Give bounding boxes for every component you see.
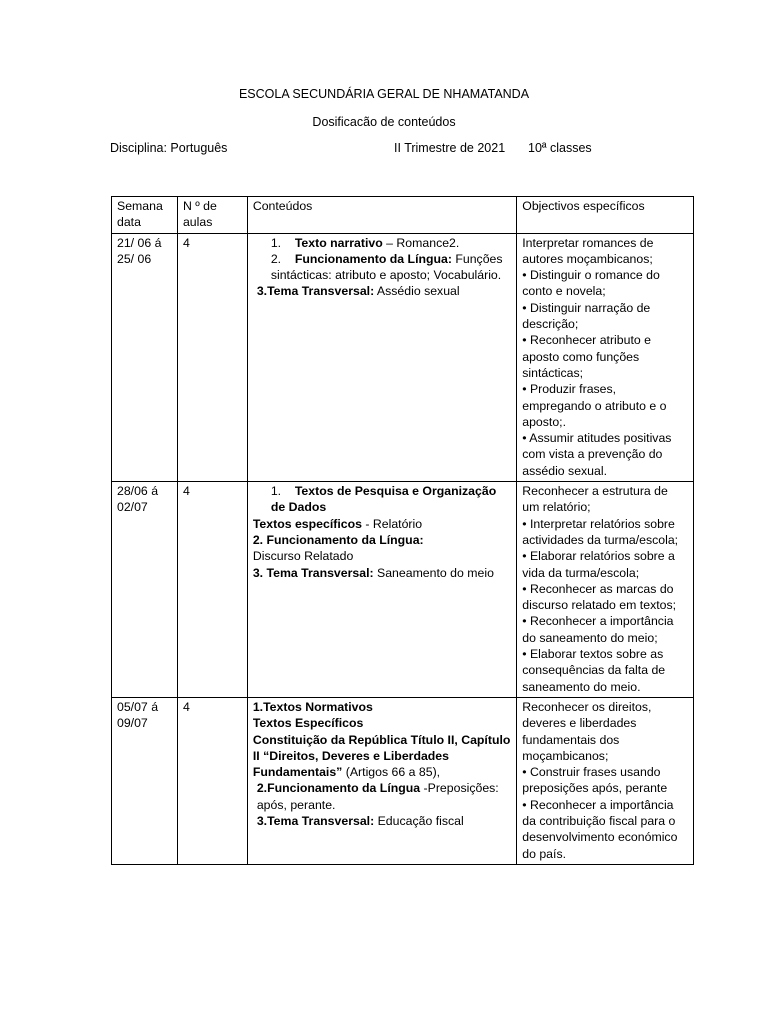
content-detail: Assédio sexual [374,284,460,299]
objectives-cell [517,233,694,481]
content-title: 1.Textos Normativos [252,699,373,714]
content-title: Funcionamento da Língua: [294,251,452,266]
objective-item: • Produzir frases, empregando o atributo e o aposto;. [522,382,667,429]
objective-item: • Reconhecer atributo e aposto como funções sintácticas; [522,333,651,380]
content-detail: -Preposições: após, perante. [256,781,499,812]
content-item [253,235,511,251]
week-cell: 05/07 á 09/07 [112,697,178,864]
trimester-label: II Trimestre de 2021 [394,141,506,155]
table-row [112,697,694,864]
contents-cell [247,233,516,481]
content-item [253,565,511,581]
content-detail: Funções sintácticas: atributo e aposto; Vocabulário. [270,251,503,283]
table-row [112,233,694,481]
objective-item: • Assumir atitudes positivas com vista a prevenção do assédio sexual. [522,431,672,478]
dosification-table [111,196,694,865]
content-title: Textos de Pesquisa e Organização de Dados [270,484,497,515]
objective-item: • Construir frases usando preposições após, perante [522,765,668,796]
item-number: 2. [270,251,282,266]
content-title: 3.Tema Transversal: [256,813,375,828]
lessons-cell: 4 [177,233,247,481]
content-item [253,780,511,813]
content-title: 2. Funcionamento da Língua: [252,532,424,547]
objective-intro: Interpretar romances de autores moçambicanos; [522,235,654,266]
header-contents: Conteúdos [247,197,516,234]
contents-cell [247,482,516,698]
week-cell: 21/ 06 á 25/ 06 [112,233,178,481]
content-title: Constituição da República Título II, Capítulo II “Direitos, Deveres e Liberdades Fundamentais” [252,732,511,780]
content-title: Texto narrativo [294,235,383,250]
week-cell: 28/06 á 02/07 [112,482,178,698]
contents-cell [247,697,516,864]
content-item [253,516,511,532]
content-item [253,251,511,284]
objective-item: • Distinguir o romance do conto e novela; [522,268,660,299]
content-title: Textos específicos [252,516,362,531]
objective-item: • Reconhecer a importância da contribuição fiscal para o desenvolvimento económico do país. [522,797,678,861]
content-item [253,283,511,299]
objectives-cell [517,697,694,864]
discipline-label: Disciplina: Português [110,141,228,155]
table-row [112,482,694,698]
document-subtitle: Dosificacão de conteúdos [312,115,456,129]
content-detail: (Artigos 66 a 85), [342,765,441,780]
class-label: 10ª classes [528,141,592,155]
lessons-cell: 4 [177,482,247,698]
objective-item: • Reconhecer a importância do saneamento do meio; [522,614,674,645]
objective-item: • Interpretar relatórios sobre actividades da turma/escola; [522,516,679,547]
objective-intro: Reconhecer a estrutura de um relatório; [522,484,668,515]
content-detail: - Relatório [361,516,423,531]
header-lessons: N º de aulas [177,197,247,234]
content-item [253,532,511,548]
item-number: 1. [270,484,282,499]
content-detail: Discurso Relatado [252,549,354,564]
content-detail: Educação fiscal [374,813,464,828]
objectives-cell [517,482,694,698]
item-number: 1. [270,235,282,250]
content-item [253,483,511,516]
content-item [253,813,511,829]
content-detail: – Romance2. [382,235,460,250]
objective-item: • Elaborar textos sobre as consequências da falta de saneamento do meio. [522,647,666,694]
content-title: 3.Tema Transversal: [256,284,375,299]
content-detail: Saneamento do meio [373,565,494,580]
content-item [253,732,511,781]
objective-item: • Reconhecer as marcas do discurso relatado em textos; [522,581,677,613]
objective-intro: Reconhecer os direitos, deveres e liberdades fundamentais dos moçambicanos; [522,699,652,763]
table-header-row [112,197,694,234]
objective-item: • Distinguir narração de descrição; [522,300,651,332]
lessons-cell: 4 [177,697,247,864]
school-name: ESCOLA SECUNDÁRIA GERAL DE NHAMATANDA [238,87,530,101]
content-title: Textos Específicos [252,716,364,731]
objective-item: • Elaborar relatórios sobre a vida da turma/escola; [522,549,675,580]
content-title: 3. Tema Transversal: [252,565,374,580]
header-week: Semana data [112,197,178,234]
content-title: 2.Funcionamento da Língua [256,781,421,796]
header-objectives: Objectivos específicos [517,197,694,234]
